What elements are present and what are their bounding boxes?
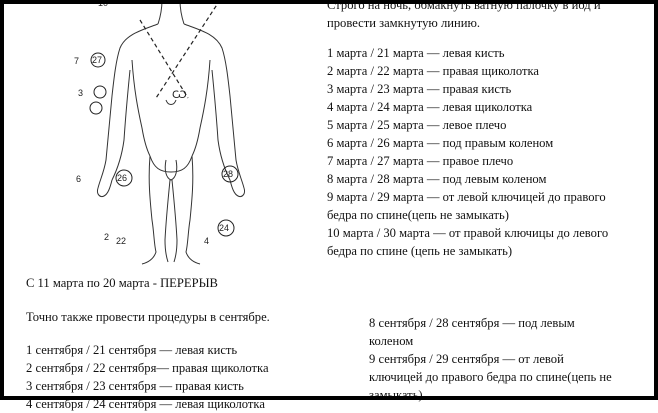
intro-line: провести замкнутую линию. xyxy=(327,16,481,30)
march-item: 7 марта / 27 марта — правое плечо xyxy=(327,154,514,168)
body-diagram xyxy=(70,0,260,265)
march-item: 6 марта / 26 марта — под правым коленом xyxy=(327,136,554,150)
march-schedule xyxy=(327,44,608,260)
mark-label-7: 7 xyxy=(74,56,80,66)
mark-label-10: 10 xyxy=(98,0,109,8)
mark-label-22: 22 xyxy=(116,236,127,246)
september-item: 1 сентября / 21 сентября — левая кисть xyxy=(26,343,238,357)
mark-label-26: 26 xyxy=(117,173,128,183)
march-item: 8 марта / 28 марта — под левым коленом xyxy=(327,172,547,186)
intro-text xyxy=(327,0,601,32)
march-item: 5 марта / 25 марта — левое плечо xyxy=(327,118,507,132)
march-item: бедра по спине(цепь не замыкать) xyxy=(327,208,509,222)
march-item: 2 марта / 22 марта — правая щиколотка xyxy=(327,64,539,78)
mark-label-28: 28 xyxy=(223,169,234,179)
mark-label-2: 2 xyxy=(104,232,110,242)
september-item: ключицей до правого бедра по спине(цепь не xyxy=(369,370,612,384)
march-item: 3 марта / 23 марта — правая кисть xyxy=(327,82,512,96)
march-item: 4 марта / 24 марта — левая щиколотка xyxy=(327,100,533,114)
mark-label-24: 24 xyxy=(219,223,230,233)
mark-label-4: 4 xyxy=(204,236,210,246)
pause-notice: С 11 марта по 20 марта - ПЕРЕРЫВ xyxy=(26,276,218,290)
march-item: 9 марта / 29 марта — от левой ключицей до правого xyxy=(327,190,606,204)
september-item: 8 сентября / 28 сентября — под левым xyxy=(369,316,575,330)
september-item: замыкать) xyxy=(369,388,423,402)
september-intro: Точно также провести процедуры в сентябре. xyxy=(26,310,270,324)
intro-line: Строго на ночь, обмакнуть ватную палочку в йод и xyxy=(327,0,601,12)
september-schedule-right xyxy=(369,314,612,404)
september-item: 3 сентября / 23 сентября — правая кисть xyxy=(26,379,244,393)
september-item: 9 сентября / 29 сентября — от левой xyxy=(369,352,564,366)
september-item: 2 сентября / 22 сентября— правая щиколотка xyxy=(26,361,269,375)
september-item: 4 сентября / 24 сентября — левая щиколотка xyxy=(26,397,265,411)
right-diagonal-line xyxy=(156,0,220,98)
mark-label-3: 3 xyxy=(78,88,84,98)
september-schedule-left xyxy=(26,341,269,413)
september-item: коленом xyxy=(369,334,414,348)
march-item: 1 марта / 21 марта — левая кисть xyxy=(327,46,505,60)
mark-label-27: 27 xyxy=(92,55,103,65)
march-item: бедра по спине (цепь не замыкать) xyxy=(327,244,513,258)
march-item: 10 марта / 30 марта — от правой ключицы до левого xyxy=(327,226,609,240)
mark-label-6: 6 xyxy=(76,174,82,184)
mark-symbol: Ѡ xyxy=(172,89,187,101)
